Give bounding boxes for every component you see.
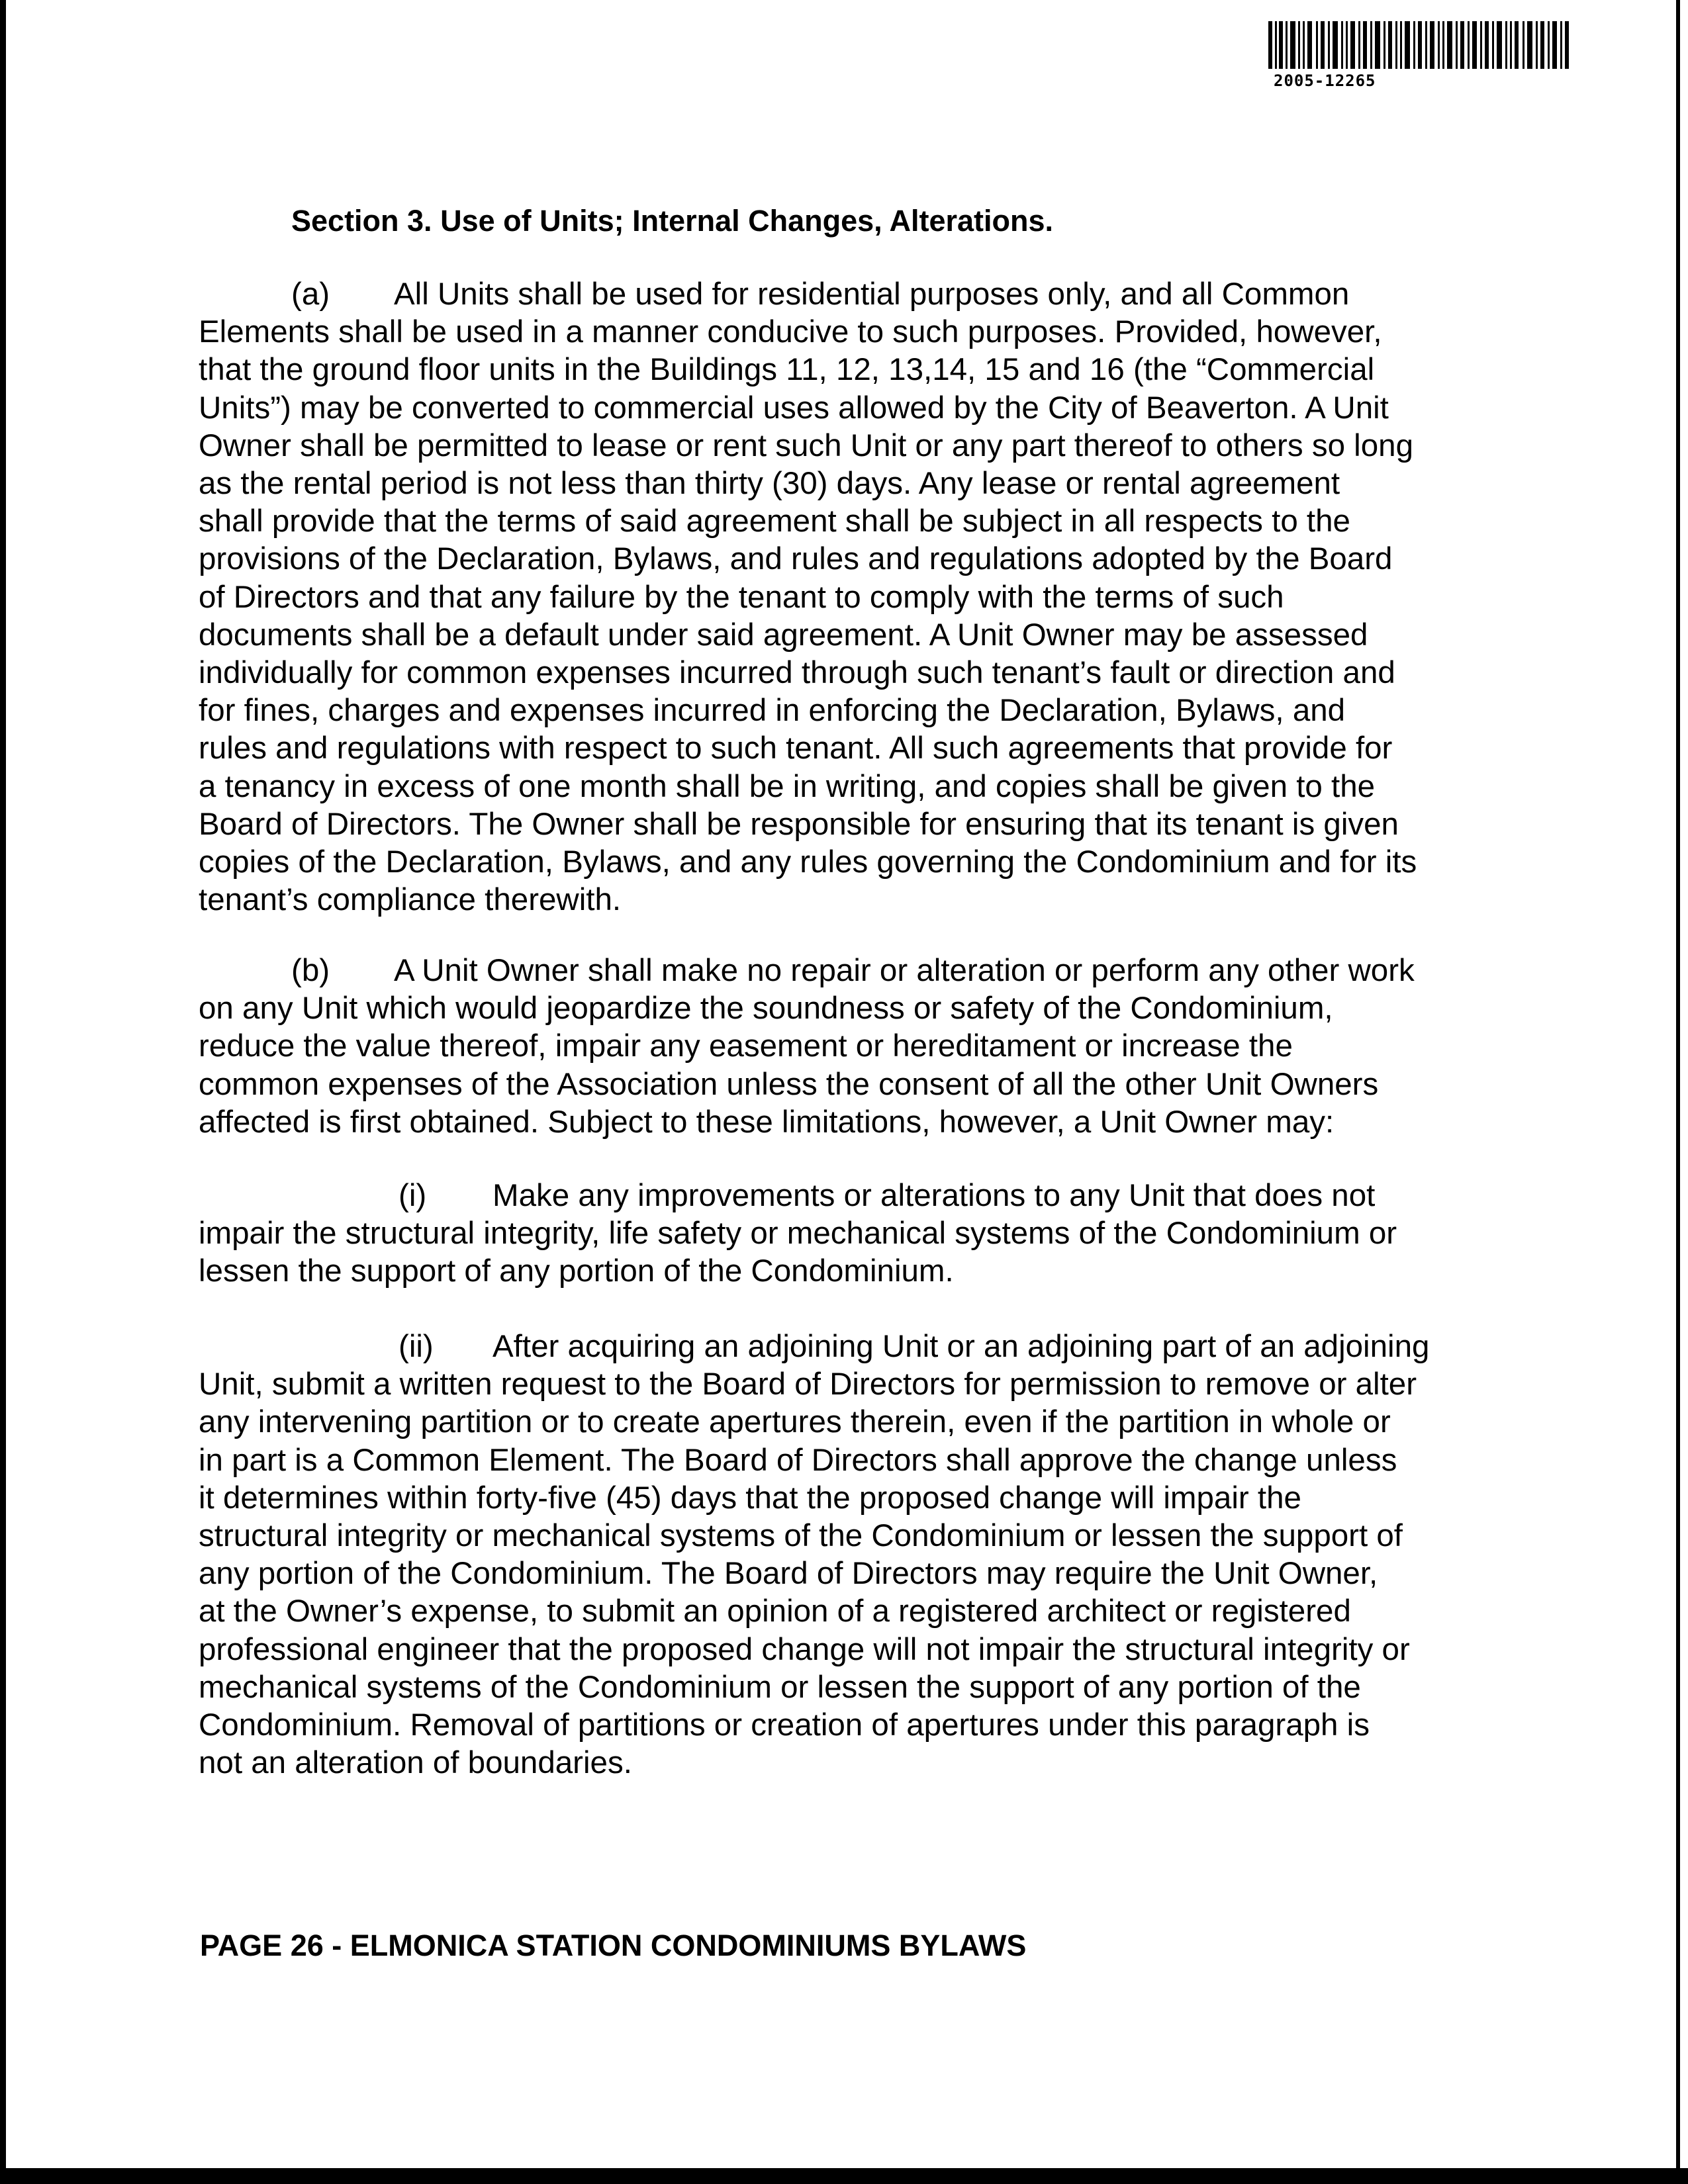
paragraph-line: lessen the support of any portion of the Condominium. xyxy=(199,1253,954,1289)
paragraph-line: common expenses of the Association unless the consent of all the other Unit Owners xyxy=(199,1066,1379,1102)
paragraph-line: professional engineer that the proposed change will not impair the structural integrity or xyxy=(199,1631,1410,1667)
paragraph-line: mechanical systems of the Condominium or lessen the support of any portion of the xyxy=(199,1669,1361,1705)
paragraph-line: individually for common expenses incurred through such tenant’s fault or direction and xyxy=(199,655,1395,691)
paragraph-line: Owner shall be permitted to lease or rent such Unit or any part thereof to others so long xyxy=(199,428,1413,463)
paragraph-line: reduce the value thereof, impair any easement or hereditament or increase the xyxy=(199,1028,1293,1064)
paragraph-marker: (b) xyxy=(291,953,330,988)
paragraph-ii xyxy=(199,1328,1496,1782)
paragraph-line: Elements shall be used in a manner conducive to such purposes. Provided, however, xyxy=(199,314,1382,350)
paragraph-line: any intervening partition or to create apertures therein, even if the partition in whole or xyxy=(199,1404,1391,1440)
paragraph-i xyxy=(199,1177,1496,1291)
scan-border-left xyxy=(0,0,6,2184)
paragraph-line: of Directors and that any failure by the tenant to comply with the terms of such xyxy=(199,579,1284,615)
paragraph-line: in part is a Common Element. The Board of Directors shall approve the change unless xyxy=(199,1442,1397,1478)
paragraph-line: (a) All Units shall be used for residential purposes only, and all Common xyxy=(199,275,1496,313)
paragraph-line: not an alteration of boundaries. xyxy=(199,1745,632,1781)
paragraph-marker: (i) xyxy=(399,1178,427,1213)
paragraph-line: as the rental period is not less than thirty (30) days. Any lease or rental agreement xyxy=(199,466,1340,502)
paragraph-line: tenant’s compliance therewith. xyxy=(199,882,622,918)
paragraph-line: (b) A Unit Owner shall make no repair or alteration or perform any other work xyxy=(199,952,1496,989)
paragraph-line: (ii) After acquiring an adjoining Unit or an adjoining part of an adjoining xyxy=(199,1328,1496,1365)
paragraph-line: Board of Directors. The Owner shall be responsible for ensuring that its tenant is given xyxy=(199,806,1399,842)
paragraph-b xyxy=(199,952,1496,1141)
paragraph-line: it determines within forty-five (45) days that the proposed change will impair the xyxy=(199,1480,1301,1516)
paragraph-line: Units”) may be converted to commercial uses allowed by the City of Beaverton. A Unit xyxy=(199,390,1389,426)
paragraph-line: (i) Make any improvements or alterations to any Unit that does not xyxy=(199,1177,1496,1214)
paragraph-line: that the ground floor units in the Buildings 11, 12, 13,14, 15 and 16 (the “Commercial xyxy=(199,352,1375,388)
paragraph-line: on any Unit which would jeopardize the soundness or safety of the Condominium, xyxy=(199,991,1333,1026)
paragraph-marker: (a) xyxy=(291,277,330,312)
paragraph-line: provisions of the Declaration, Bylaws, and rules and regulations adopted by the Board xyxy=(199,541,1393,577)
paragraph-line: any portion of the Condominium. The Board of Directors may require the Unit Owner, xyxy=(199,1556,1378,1592)
paragraph-line: impair the structural integrity, life safety or mechanical systems of the Condominium or xyxy=(199,1216,1397,1251)
paragraph-line: copies of the Declaration, Bylaws, and any rules governing the Condominium and for its xyxy=(199,844,1417,880)
section-heading: Section 3. Use of Units; Internal Changes, Alterations. xyxy=(291,204,1054,238)
paragraph-line: rules and regulations with respect to such tenant. All such agreements that provide for xyxy=(199,731,1393,766)
paragraph-line: at the Owner’s expense, to submit an opinion of a registered architect or registered xyxy=(199,1594,1351,1629)
scan-border-right xyxy=(1676,0,1680,2184)
paragraph-line: for fines, charges and expenses incurred in enforcing the Declaration, Bylaws, and xyxy=(199,693,1346,729)
paragraph-line: a tenancy in excess of one month shall be in writing, and copies shall be given to the xyxy=(199,768,1376,804)
scan-border-bottom xyxy=(0,2168,1688,2184)
paragraph-line: structural integrity or mechanical systems of the Condominium or lessen the support of xyxy=(199,1518,1403,1554)
paragraph-a xyxy=(199,275,1496,919)
paragraph-line: documents shall be a default under said agreement. A Unit Owner may be assessed xyxy=(199,617,1368,653)
paragraph-line: shall provide that the terms of said agreement shall be subject in all respects to the xyxy=(199,504,1350,539)
barcode-number: 2005-12265 xyxy=(1274,71,1376,90)
paragraph-marker: (ii) xyxy=(399,1329,434,1364)
paragraph-line: Condominium. Removal of partitions or creation of apertures under this paragraph is xyxy=(199,1707,1370,1743)
page-footer: PAGE 26 - ELMONICA STATION CONDOMINIUMS BYLAWS xyxy=(200,1929,1027,1962)
paragraph-line: Unit, submit a written request to the Board of Directors for permission to remove or alter xyxy=(199,1367,1417,1402)
paragraph-line: affected is first obtained. Subject to these limitations, however, a Unit Owner may: xyxy=(199,1104,1335,1140)
